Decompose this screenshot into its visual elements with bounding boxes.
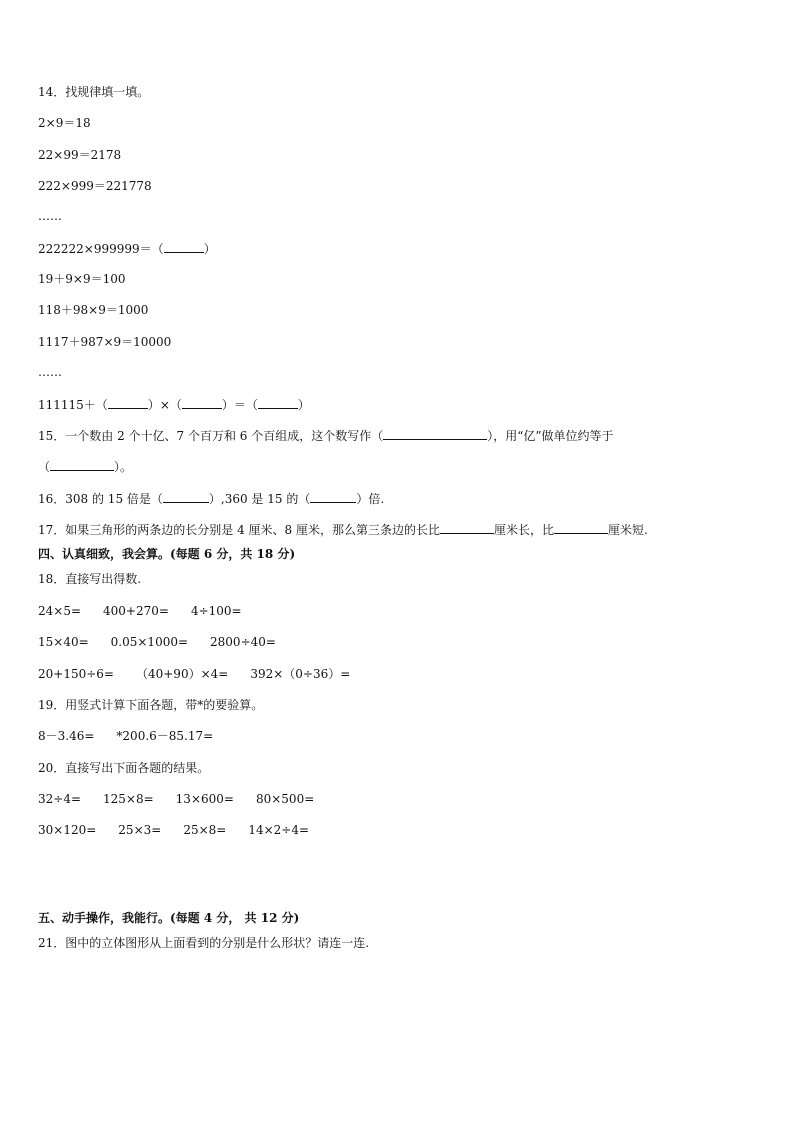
- q20-item: 30×120=: [38, 823, 97, 837]
- q18-item: 4÷100=: [190, 604, 242, 618]
- q21-title: 21．图中的立体图形从上面看到的分别是什么形状？请连一连.: [38, 936, 370, 950]
- q17-part3: 厘米短.: [608, 523, 648, 537]
- q15-line2: [38, 458, 132, 475]
- q18-item: 15×40=: [38, 635, 89, 649]
- q14-fill2-line: [38, 396, 310, 413]
- q18-row-3: [38, 666, 350, 682]
- q16-part1: 16．308 的 15 倍是（: [38, 492, 163, 506]
- q17-line: [38, 521, 648, 538]
- answer-blank[interactable]: [310, 490, 356, 503]
- q18-item: 0.05×1000=: [110, 635, 189, 649]
- answer-blank[interactable]: [108, 396, 148, 409]
- q16-line: [38, 490, 384, 507]
- q14-fill2-suffix: ）: [297, 398, 310, 412]
- q14-fill1-line: [38, 240, 216, 257]
- q18-item: 392×（0÷36）=: [250, 667, 351, 681]
- q15-part3-suffix: ）。: [114, 460, 133, 474]
- answer-blank[interactable]: [50, 458, 114, 471]
- q14-ellipsis-2: ……: [38, 365, 62, 379]
- answer-blank[interactable]: [182, 396, 222, 409]
- q16-part2: ）,360 是 15 的（: [208, 492, 311, 506]
- q19-item: *200.6－85.17=: [116, 729, 214, 743]
- q20-title: 20．直接写出下面各题的结果。: [38, 761, 210, 775]
- answer-blank[interactable]: [383, 427, 487, 440]
- q14-ellipsis-1: ……: [38, 209, 62, 223]
- q14-pattern2-line3: 1117＋987×9＝10000: [38, 335, 172, 349]
- q20-item: 125×8=: [103, 792, 154, 806]
- q18-item: 400+270=: [103, 604, 169, 618]
- q15-part2: ），用“亿”做单位约等于: [487, 429, 614, 443]
- q18-row-1: [38, 603, 242, 619]
- q20-item: 32÷4=: [38, 792, 82, 806]
- answer-blank[interactable]: [164, 240, 204, 253]
- q20-row-2: [38, 822, 309, 838]
- q14-title: 14．找规律填一填。: [38, 85, 150, 99]
- answer-blank[interactable]: [440, 521, 494, 534]
- q19-item: 8－3.46=: [38, 729, 95, 743]
- q18-row-2: [38, 634, 276, 650]
- q15-line1: [38, 427, 614, 444]
- q14-pattern1-line1: 2×9＝18: [38, 116, 91, 130]
- q14-fill2-prefix: 111115＋（: [38, 398, 108, 412]
- q20-row-1: [38, 791, 314, 807]
- q16-part3: ）倍.: [356, 492, 385, 506]
- q14-pattern1-line3: 222×999＝221778: [38, 179, 152, 193]
- q20-item: 13×600=: [175, 792, 234, 806]
- q14-fill1-prefix: 222222×999999＝（: [38, 242, 164, 256]
- q20-item: 14×2÷4=: [248, 823, 310, 837]
- q18-item: 2800÷40=: [210, 635, 276, 649]
- q14-pattern2-line1: 19＋9×9＝100: [38, 272, 126, 286]
- q18-item: （40+90）×4=: [135, 667, 229, 681]
- q14-fill1-suffix: ）: [203, 242, 216, 256]
- q15-part1: 15．一个数由 2 个十亿、7 个百万和 6 个百组成，这个数写作（: [38, 429, 384, 443]
- section5-title: 五、动手操作，我能行。(每题 4 分， 共 12 分): [38, 911, 300, 925]
- q15-part3-prefix: （: [38, 460, 51, 474]
- q14-pattern2-line2: 118＋98×9＝1000: [38, 303, 149, 317]
- q20-item: 80×500=: [255, 792, 315, 806]
- q17-part1: 17．如果三角形的两条边的长分别是 4 厘米、8 厘米，那么第三条边的长比: [38, 523, 440, 537]
- q19-row: [38, 728, 213, 744]
- q14-pattern1-line2: 22×99＝2178: [38, 148, 122, 162]
- q19-title: 19．用竖式计算下面各题，带*的要验算。: [38, 698, 264, 712]
- answer-blank[interactable]: [554, 521, 608, 534]
- q18-item: 20+150÷6=: [38, 667, 114, 681]
- answer-blank[interactable]: [258, 396, 298, 409]
- q18-title: 18．直接写出得数.: [38, 572, 142, 586]
- q14-fill2-mid2: ）＝（: [221, 398, 258, 412]
- q18-item: 24×5=: [38, 604, 82, 618]
- q14-fill2-mid1: ）×（: [147, 398, 182, 412]
- q17-part2: 厘米长，比: [494, 523, 555, 537]
- section4-title: 四、认真细致，我会算。(每题 6 分，共 18 分): [38, 547, 296, 561]
- q20-item: 25×3=: [118, 823, 162, 837]
- q20-item: 25×8=: [183, 823, 227, 837]
- answer-blank[interactable]: [163, 490, 209, 503]
